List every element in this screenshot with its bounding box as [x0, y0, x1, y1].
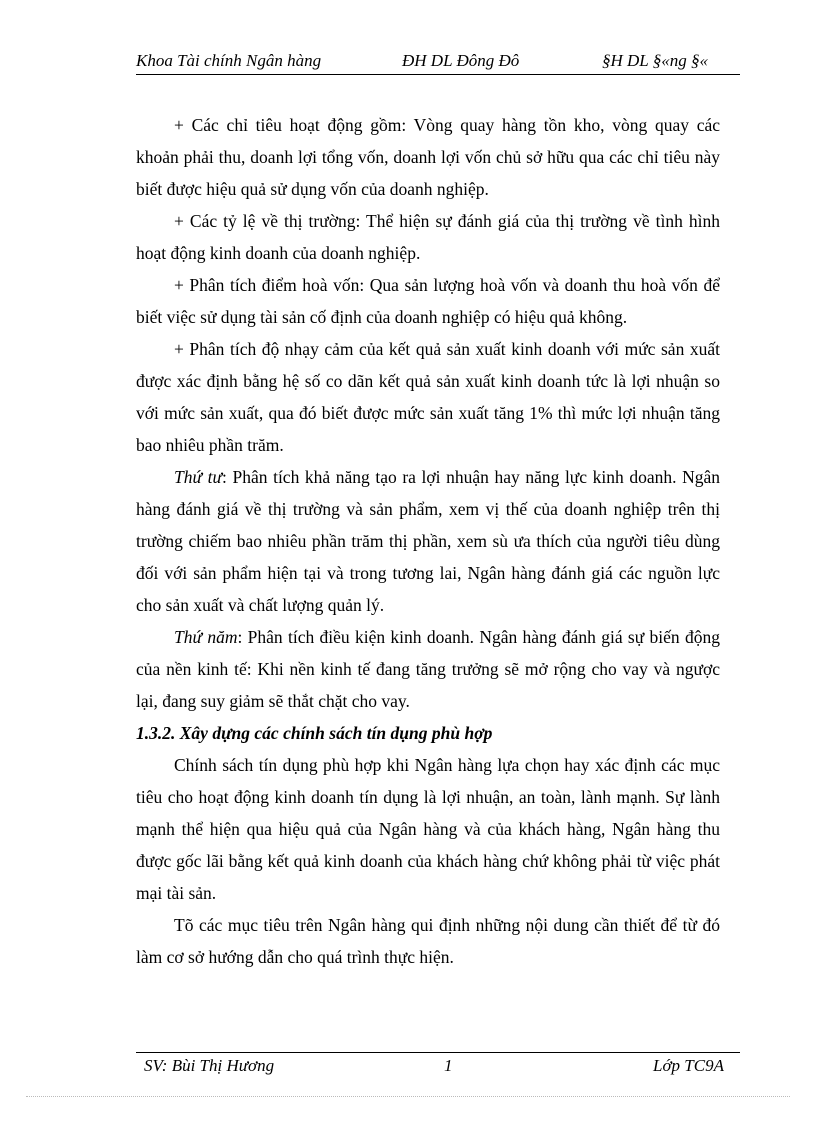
paragraph-fifth-text: : Phân tích điều kiện kinh doanh. Ngân hàng đánh giá sự biến động của nền kinh tế: Khi nền kinh tế đang tăng trưởng sẽ mở rộng cho vay và ngược lại, đang suy giảm sẽ thắt chặt cho vay. — [136, 627, 720, 711]
document-body — [136, 109, 720, 973]
header-university: ĐH DL Đông Đô — [402, 51, 520, 70]
paragraph-credit-policy: Chính sách tín dụng phù hợp khi Ngân hàng lựa chọn hay xác định các mục tiêu cho hoạt động kinh doanh tín dụng là lợi nhuận, an toàn, lành mạnh. Sự lành mạnh thể hiện qua hiệu quả của Ngân hàng và của khách hàng, Ngân hàng thu được gốc lãi bằng kết quả kinh doanh của khách hàng chứ không phải từ việc phát mại tài sản. — [136, 755, 720, 903]
paragraph-fourth — [136, 461, 720, 621]
footer-student: SV: Bùi Thị Hương — [144, 1056, 275, 1075]
header-faculty: Khoa Tài chính Ngân hàng — [136, 51, 322, 70]
page-footer — [136, 1052, 740, 1079]
page-header — [136, 50, 740, 75]
header-university-legacy: §H DL §«ng §« — [602, 51, 708, 70]
paragraph-fifth — [136, 621, 720, 717]
paragraph-objectives: Tõ các mục tiêu trên Ngân hàng qui định những nội dung cần thiết để từ đó làm cơ sở hướng dẫn cho quá trình thực hiện. — [136, 915, 720, 967]
section-heading: 1.3.2. Xây dựng các chính sách tín dụng phù hợp — [136, 723, 493, 743]
paragraph-market-ratios: + Các tỷ lệ về thị trường: Thể hiện sự đánh giá của thị trường về tình hình hoạt động kinh doanh của doanh nghiệp. — [136, 211, 720, 263]
footer-class: Lớp TC9A — [653, 1056, 724, 1075]
page-bottom-divider — [26, 1096, 790, 1097]
paragraph-activity-ratios: + Các chỉ tiêu hoạt động gồm: Vòng quay hàng tồn kho, vòng quay các khoản phải thu, doanh lợi tổng vốn, doanh lợi vốn chủ sở hữu qua các chỉ tiêu này biết được hiệu quả sử dụng vốn của doanh nghiệp. — [136, 115, 720, 199]
paragraph-break-even: + Phân tích điểm hoà vốn: Qua sản lượng hoà vốn và doanh thu hoà vốn để biết việc sử dụng tài sản cố định của doanh nghiệp có hiệu quả không. — [136, 275, 720, 327]
footer-page-number: 1 — [444, 1056, 453, 1075]
paragraph-fourth-lead: Thứ tư — [174, 467, 223, 487]
paragraph-sensitivity: + Phân tích độ nhạy cảm của kết quả sản xuất kinh doanh với mức sản xuất được xác định bằng hệ số co dãn kết quả sản xuất kinh doanh tức là lợi nhuận so với mức sản xuất, qua đó biết được mức sản xuất tăng 1% thì mức lợi nhuận tăng bao nhiêu phần trăm. — [136, 339, 720, 455]
paragraph-fourth-text: : Phân tích khả năng tạo ra lợi nhuận hay năng lực kinh doanh. Ngân hàng đánh giá về thị trường và sản phẩm, xem vị thế của doanh nghiệp trên thị trường chiếm bao nhiêu phần trăm thị phần, xem sù ưa thích của người tiêu dùng đối với sản phẩm hiện tại và trong tương lai, Ngân hàng đánh giá các nguồn lực cho sản xuất và chất lượng quản lý. — [136, 467, 720, 615]
paragraph-fifth-lead: Thứ năm — [174, 627, 238, 647]
